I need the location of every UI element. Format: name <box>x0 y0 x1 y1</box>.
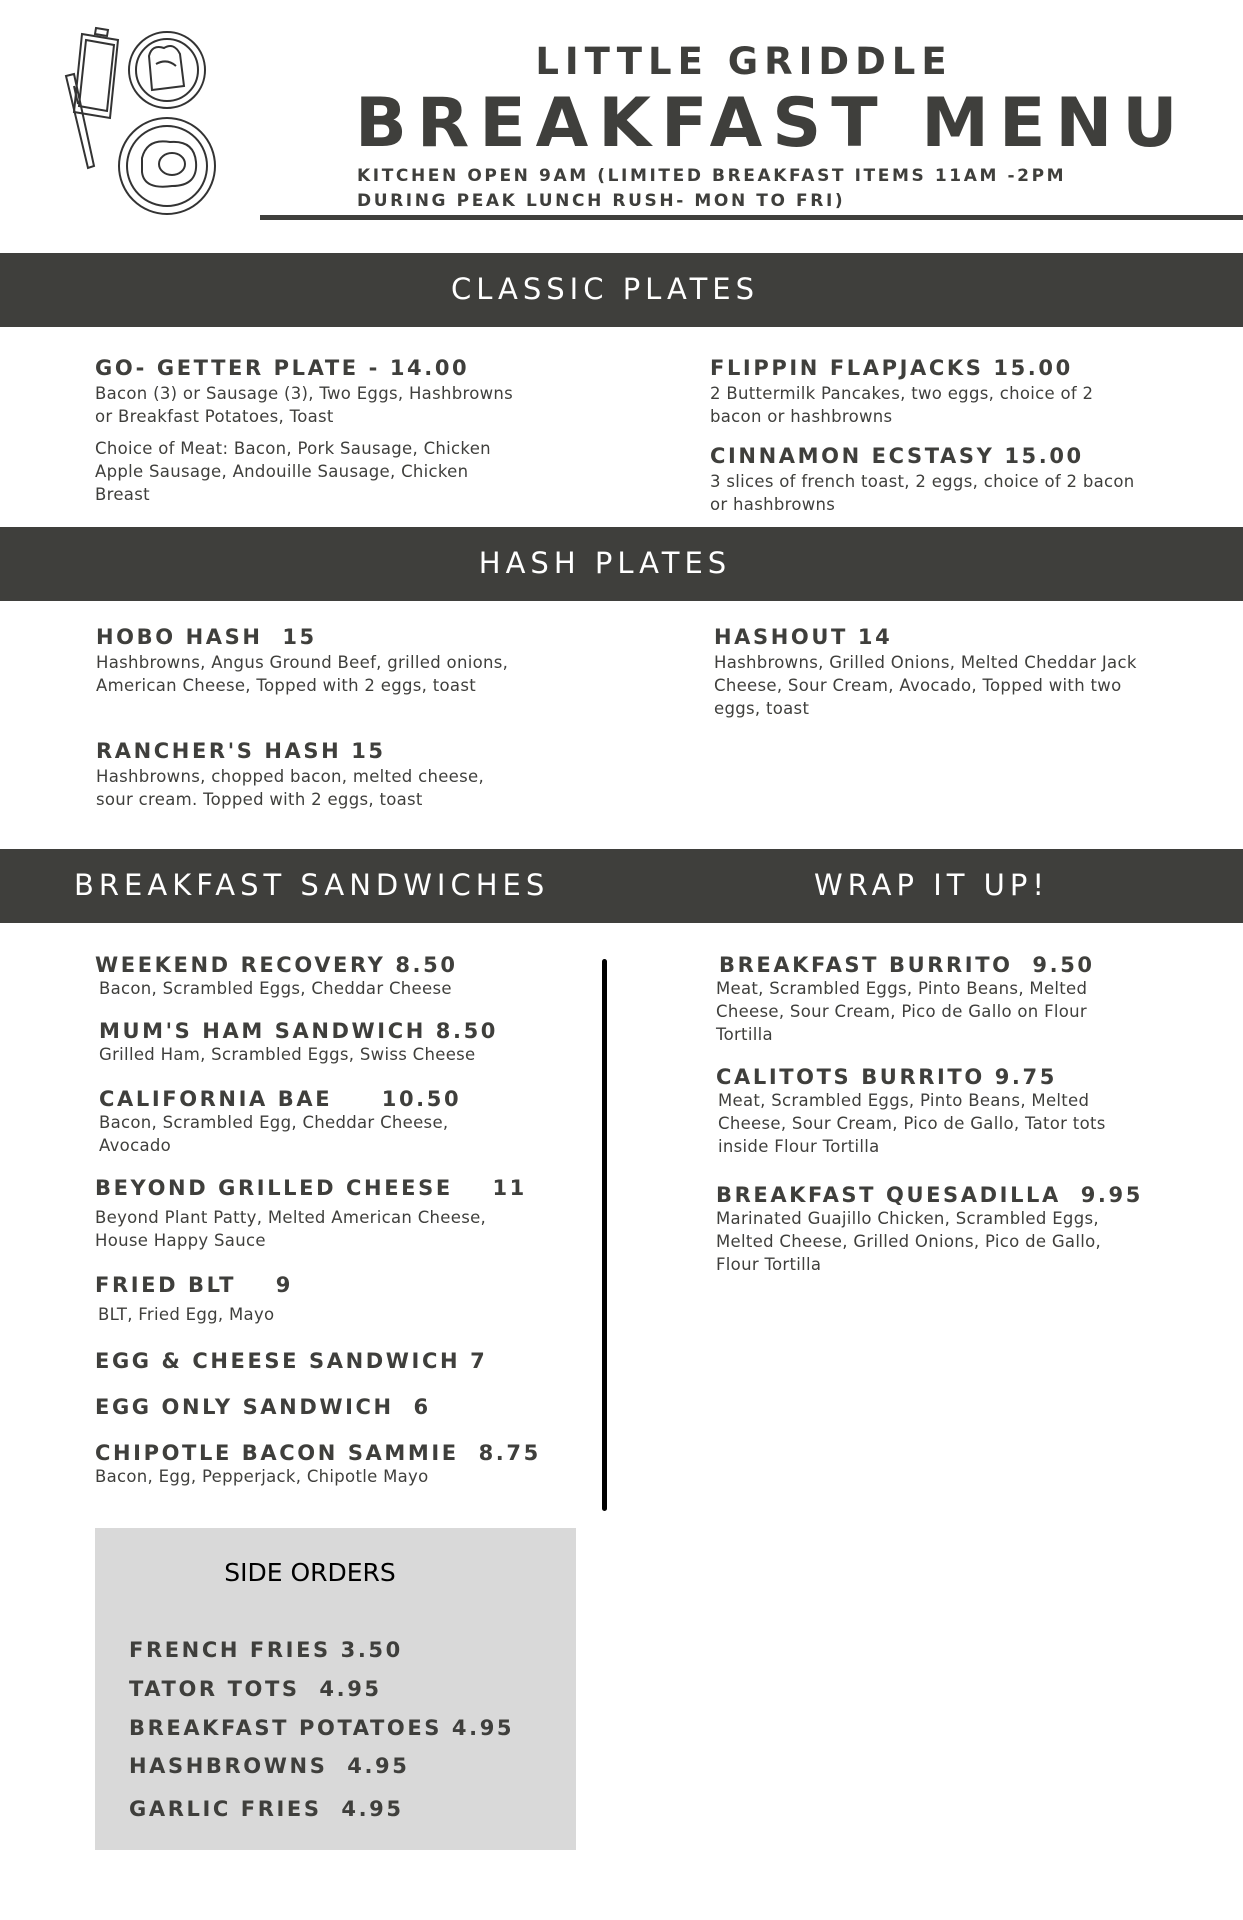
menu-item-title: BREAKFAST QUESADILLA 9.95 <box>716 1183 1143 1207</box>
menu-item-title: FRIED BLT 9 <box>95 1273 293 1297</box>
menu-item-title: MUM'S HAM SANDWICH 8.50 <box>99 1019 499 1043</box>
menu-item <box>710 356 1150 428</box>
menu-item <box>95 953 535 1000</box>
menu-item-title: WEEKEND RECOVERY 8.50 <box>95 953 458 977</box>
menu-item-title: CINNAMON ECSTASY 15.00 <box>710 444 1084 468</box>
menu-item-title: CHIPOTLE BACON SAMMIE 8.75 <box>95 1441 541 1465</box>
menu-item-title: GO- GETTER PLATE - 14.00 <box>95 356 470 380</box>
menu-item <box>95 356 515 506</box>
wraps-heading: WRAP IT UP! <box>814 868 1050 902</box>
menu-item-desc: 2 Buttermilk Pancakes, two eggs, choice of 2 bacon or hashbrowns <box>710 384 1094 426</box>
menu-item-desc: Bacon, Scrambled Egg, Cheddar Cheese, Avocado <box>99 1113 449 1155</box>
menu-item <box>95 1176 527 1252</box>
menu-item <box>95 1441 545 1488</box>
side-orders-heading: SIDE ORDERS <box>224 1558 396 1587</box>
side-item: FRENCH FRIES 3.50 <box>129 1638 403 1662</box>
menu-item <box>99 1019 539 1066</box>
menu-item-title: CALIFORNIA BAE 10.50 <box>99 1087 462 1111</box>
sandwiches-wraps-bar <box>0 849 1243 923</box>
menu-item-note: Choice of Meat: Bacon, Pork Sausage, Chicken Apple Sausage, Andouille Sausage, Chicken Breast <box>95 439 491 504</box>
menu-item-title: BREAKFAST BURRITO 9.50 <box>719 953 1095 977</box>
menu-item <box>710 444 1150 516</box>
side-item: TATOR TOTS 4.95 <box>129 1677 382 1701</box>
menu-item <box>95 1395 535 1419</box>
menu-item <box>96 625 526 697</box>
column-divider <box>602 959 607 1511</box>
sandwiches-heading: BREAKFAST SANDWICHES <box>74 868 550 902</box>
menu-item-title: EGG ONLY SANDWICH 6 <box>95 1395 431 1419</box>
menu-item-desc: Beyond Plant Patty, Melted American Cheese, House Happy Sauce <box>95 1208 487 1250</box>
menu-item-title: CALITOTS BURRITO 9.75 <box>716 1065 1057 1089</box>
header-divider <box>260 215 1243 220</box>
menu-item-desc: BLT, Fried Egg, Mayo <box>98 1305 275 1324</box>
restaurant-name: LITTLE GRIDDLE <box>535 40 953 83</box>
menu-item <box>95 1349 535 1373</box>
menu-item <box>714 625 1144 720</box>
hours-line-1: KITCHEN OPEN 9AM (LIMITED BREAKFAST ITEMS 11AM -2PM <box>357 166 1067 186</box>
menu-item-desc: Bacon, Scrambled Eggs, Cheddar Cheese <box>99 979 452 998</box>
menu-item-desc: Hashbrowns, chopped bacon, melted cheese, sour cream. Topped with 2 eggs, toast <box>96 767 485 809</box>
side-item: GARLIC FRIES 4.95 <box>129 1797 404 1821</box>
menu-item-desc: Grilled Ham, Scrambled Eggs, Swiss Cheese <box>99 1045 476 1064</box>
side-orders-box <box>95 1528 576 1850</box>
menu-item-desc: Meat, Scrambled Eggs, Pinto Beans, Melted Cheese, Sour Cream, Pico de Gallo, Tator tots inside Flour Tortilla <box>718 1091 1106 1156</box>
menu-item-title: EGG & CHEESE SANDWICH 7 <box>95 1349 488 1373</box>
menu-item-title: RANCHER'S HASH 15 <box>96 739 386 763</box>
hash-plates-bar <box>0 527 1243 601</box>
menu-item <box>96 739 526 811</box>
menu-item-desc: Bacon (3) or Sausage (3), Two Eggs, Hashbrowns or Breakfast Potatoes, Toast <box>95 384 514 426</box>
menu-item <box>95 1273 515 1326</box>
menu-item-desc: Hashbrowns, Grilled Onions, Melted Cheddar Jack Cheese, Sour Cream, Avocado, Topped with two eggs, toast <box>714 653 1137 718</box>
menu-item <box>716 953 1136 1046</box>
menu-item-title: FLIPPIN FLAPJACKS 15.00 <box>710 356 1073 380</box>
hash-plates-heading: HASH PLATES <box>478 546 732 580</box>
menu-item <box>716 1065 1126 1158</box>
side-item: HASHBROWNS 4.95 <box>129 1754 410 1778</box>
menu-item-desc: Bacon, Egg, Pepperjack, Chipotle Mayo <box>95 1467 429 1486</box>
menu-item-desc: Hashbrowns, Angus Ground Beef, grilled onions, American Cheese, Topped with 2 eggs, toast <box>96 653 509 695</box>
menu-item-title: BEYOND GRILLED CHEESE 11 <box>95 1176 527 1200</box>
side-item: BREAKFAST POTATOES 4.95 <box>129 1716 515 1740</box>
menu-item-desc: Marinated Guajillo Chicken, Scrambled Eggs, Melted Cheese, Grilled Onions, Pico de Gallo, Flour Tortilla <box>716 1209 1102 1274</box>
hours-line-2: DURING PEAK LUNCH RUSH- MON TO FRI) <box>357 191 846 211</box>
classic-plates-bar <box>0 253 1243 327</box>
menu-item-title: HASHOUT 14 <box>714 625 893 649</box>
menu-item-desc: 3 slices of french toast, 2 eggs, choice of 2 bacon or hashbrowns <box>710 472 1135 514</box>
classic-plates-heading: CLASSIC PLATES <box>450 272 760 306</box>
menu-item-title: HOBO HASH 15 <box>96 625 317 649</box>
menu-item <box>99 1087 479 1157</box>
menu-item-desc: Meat, Scrambled Eggs, Pinto Beans, Melted Cheese, Sour Cream, Pico de Gallo on Flour Tortilla <box>716 979 1088 1044</box>
page-title: BREAKFAST MENU <box>355 84 1188 163</box>
breakfast-illustration-icon <box>52 26 227 222</box>
menu-item <box>716 1183 1143 1276</box>
